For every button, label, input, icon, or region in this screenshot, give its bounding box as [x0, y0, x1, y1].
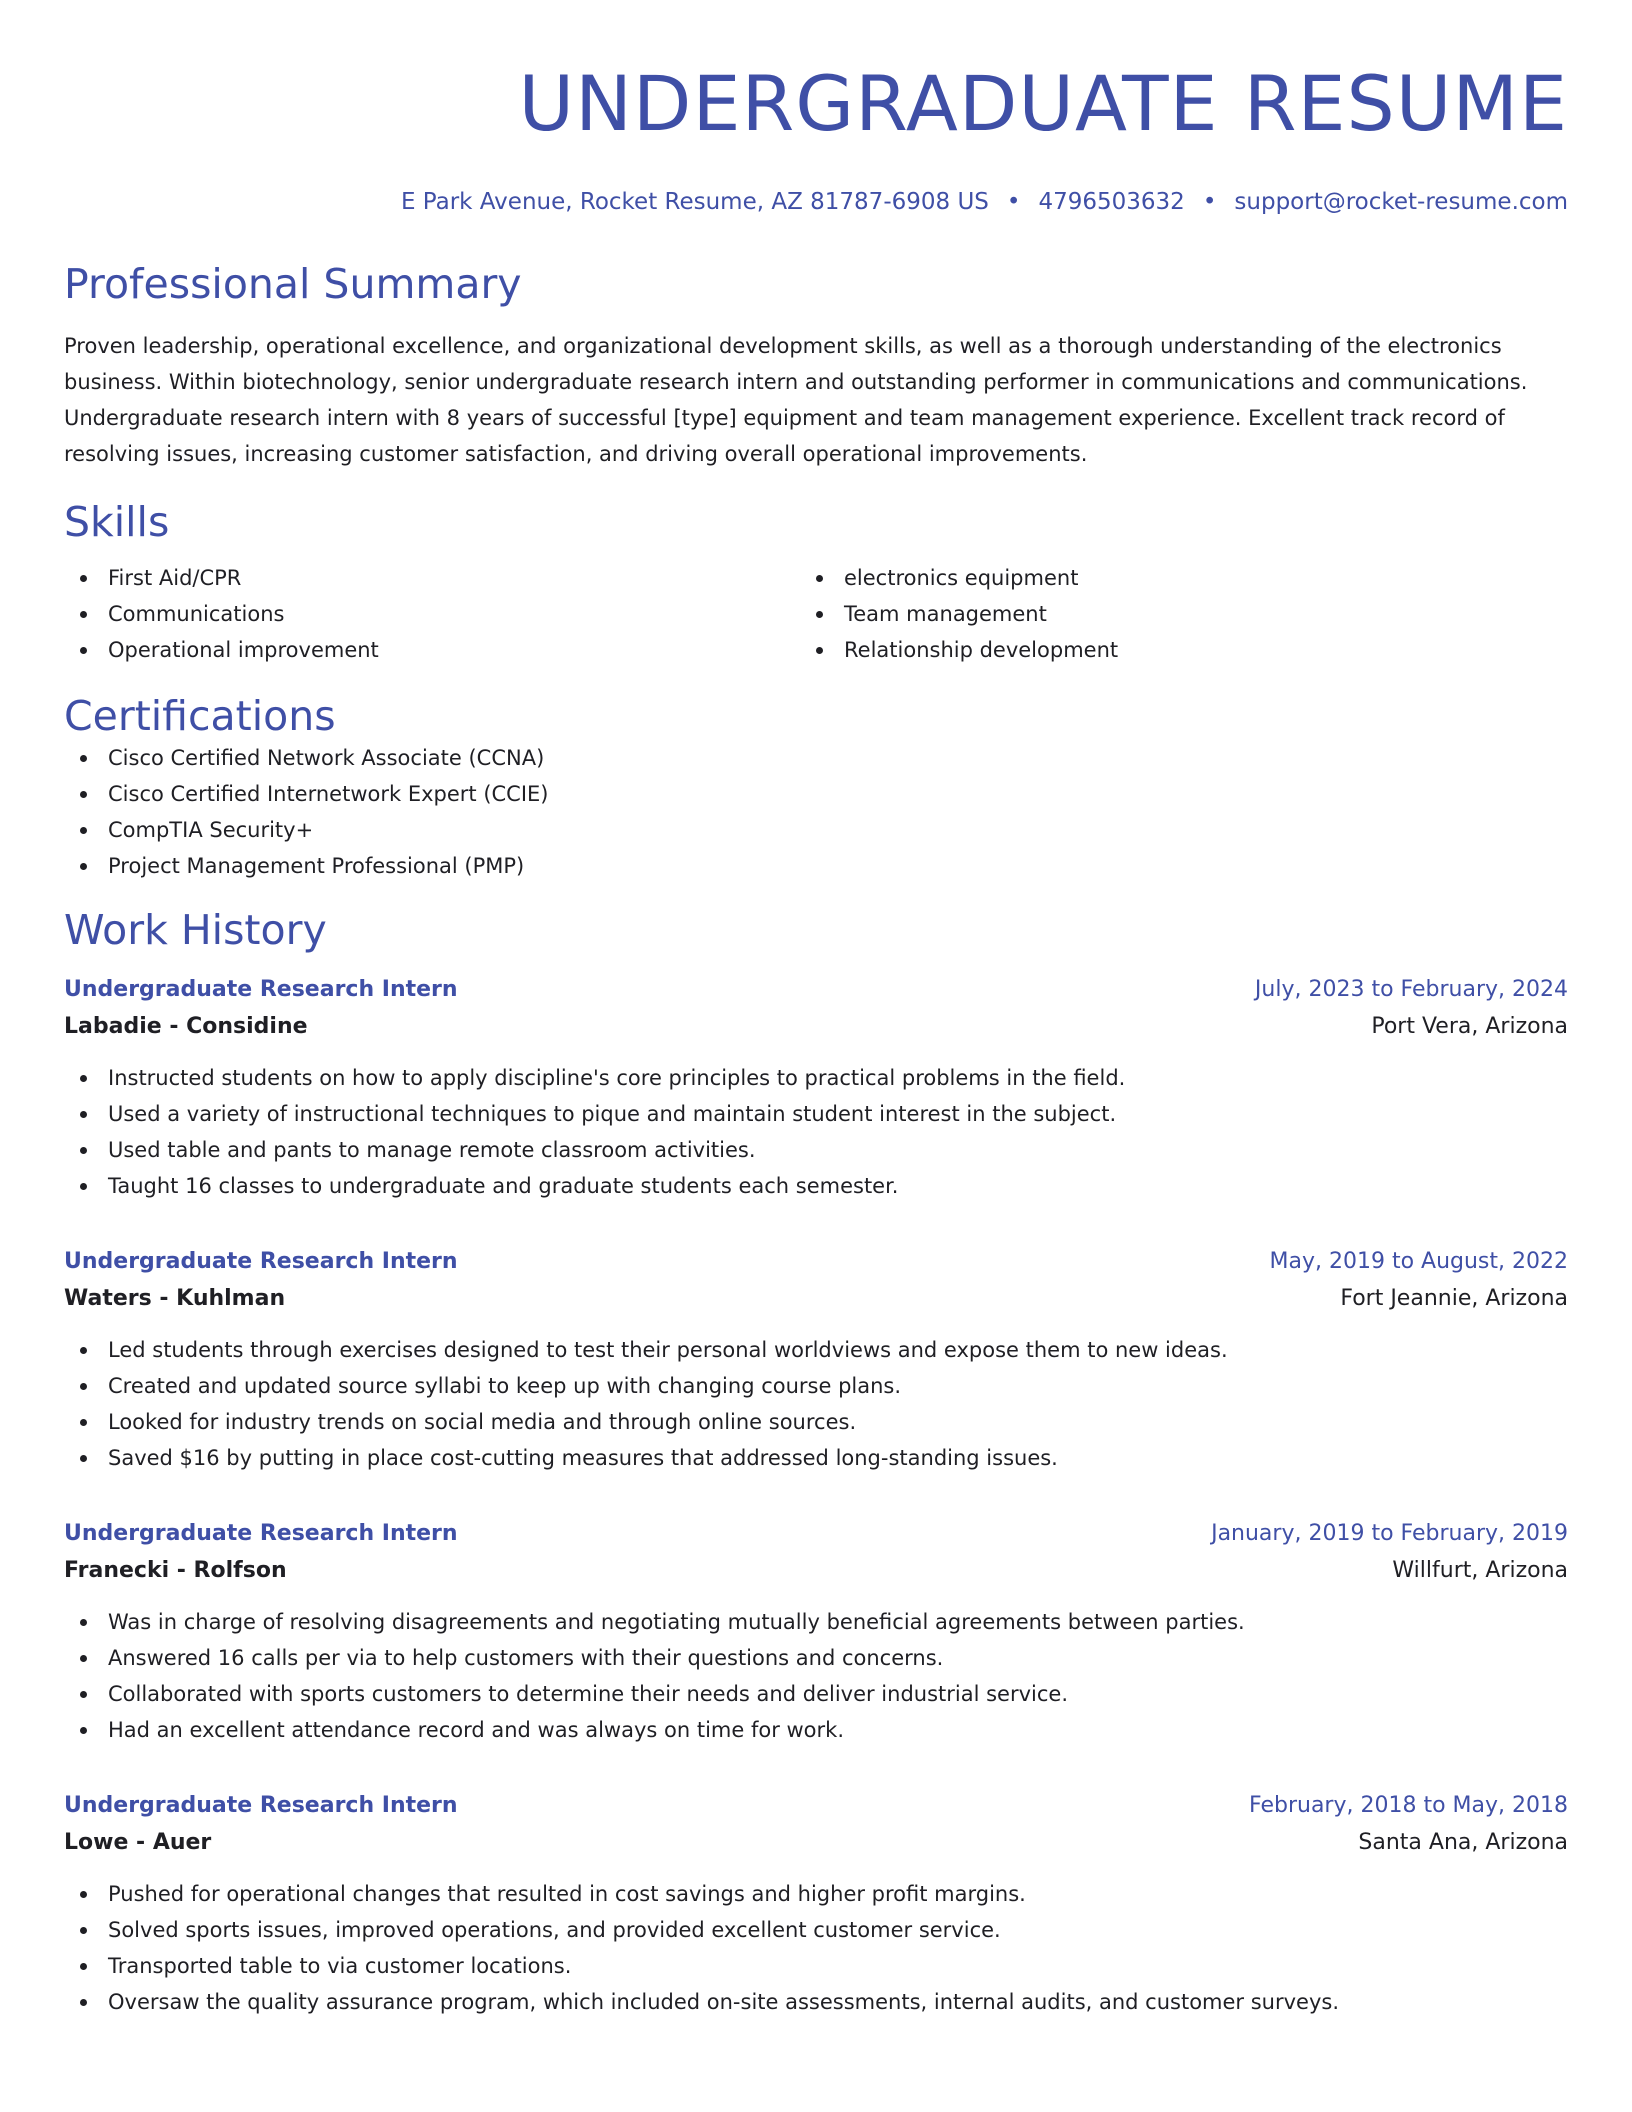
job-entry: [64, 1244, 1568, 1476]
job-duty: Pushed for operational changes that resulted in cost savings and higher profit margins.: [64, 1876, 1568, 1912]
job-dates: July, 2023 to February, 2024: [1254, 977, 1568, 1002]
job-duties-list: [64, 1876, 1568, 2020]
job-duty: Led students through exercises designed to test their personal worldviews and expose them to new ideas.: [64, 1332, 1568, 1368]
skill-item: First Aid/CPR: [64, 560, 800, 596]
job-header-row: [64, 1516, 1568, 1552]
job-duties-list: [64, 1060, 1568, 1204]
job-company: Lowe - Auer: [64, 1830, 212, 1855]
section-title-certifications: Certifications: [64, 692, 336, 740]
job-duty: Created and updated source syllabi to keep up with changing course plans.: [64, 1368, 1568, 1404]
skills-list-left: [64, 560, 800, 668]
skills-section: [64, 498, 1568, 668]
summary-text: Proven leadership, operational excellence, and organizational development skills, as well as a thorough understanding of the electronics business. Within biotechnology, senior undergraduate research intern and outstanding performer in communications and communications. Undergraduate research intern with 8 years of successful [type] equipment and team management experience. Excellent track record of resolving issues, increasing customer satisfaction, and driving overall operational improvements.: [64, 334, 1528, 466]
job-header-row: [64, 1244, 1568, 1280]
job-company-row: [64, 1824, 1568, 1862]
job-duty: Answered 16 calls per via to help customers with their questions and concerns.: [64, 1640, 1568, 1676]
skill-item: Operational improvement: [64, 632, 800, 668]
job-location: Santa Ana, Arizona: [1358, 1830, 1568, 1855]
work-history-section: [64, 906, 1568, 2020]
certifications-list: [64, 740, 1568, 884]
contact-email: support@rocket-resume.com: [1234, 189, 1568, 215]
contact-separator: •: [1006, 189, 1021, 215]
section-title-summary: Professional Summary: [64, 260, 522, 308]
skill-item: electronics equipment: [800, 560, 1536, 596]
job-duty: Collaborated with sports customers to determine their needs and deliver industrial service.: [64, 1676, 1568, 1712]
job-company: Waters - Kuhlman: [64, 1286, 286, 1311]
contact-line: [64, 188, 1568, 216]
job-duty: Solved sports issues, improved operations, and provided excellent customer service.: [64, 1912, 1568, 1948]
summary-section: [64, 260, 1568, 472]
job-entry: [64, 1788, 1568, 2020]
contact-address: E Park Avenue, Rocket Resume, AZ 81787-6908 US: [400, 189, 989, 215]
job-duty: Used a variety of instructional techniques to pique and maintain student interest in the subject.: [64, 1096, 1568, 1132]
job-duty: Oversaw the quality assurance program, which included on-site assessments, internal audits, and customer surveys.: [64, 1984, 1568, 2020]
job-duties-list: [64, 1332, 1568, 1476]
job-duty: Transported table to via customer locations.: [64, 1948, 1568, 1984]
job-duty: Instructed students on how to apply discipline's core principles to practical problems in the field.: [64, 1060, 1568, 1096]
job-title: Undergraduate Research Intern: [64, 977, 458, 1002]
job-company: Franecki - Rolfson: [64, 1558, 287, 1583]
job-duty: Taught 16 classes to undergraduate and graduate students each semester.: [64, 1168, 1568, 1204]
resume-header: [64, 56, 1568, 216]
job-title: Undergraduate Research Intern: [64, 1249, 458, 1274]
job-duty: Was in charge of resolving disagreements and negotiating mutually beneficial agreements between parties.: [64, 1604, 1568, 1640]
job-location: Fort Jeannie, Arizona: [1340, 1286, 1568, 1311]
job-company: Labadie - Considine: [64, 1014, 308, 1039]
job-entry: [64, 972, 1568, 1204]
certification-item: Project Management Professional (PMP): [64, 848, 1568, 884]
job-company-row: [64, 1008, 1568, 1046]
job-dates: February, 2018 to May, 2018: [1249, 1793, 1568, 1818]
job-duty: Looked for industry trends on social media and through online sources.: [64, 1404, 1568, 1440]
skill-item: Team management: [800, 596, 1536, 632]
job-duty: Saved $16 by putting in place cost-cutting measures that addressed long-standing issues.: [64, 1440, 1568, 1476]
job-title: Undergraduate Research Intern: [64, 1793, 458, 1818]
job-location: Willfurt, Arizona: [1392, 1558, 1568, 1583]
certification-item: CompTIA Security+: [64, 812, 1568, 848]
resume-name: UNDERGRADUATE RESUME: [518, 59, 1568, 148]
certifications-section: [64, 692, 1568, 884]
certification-item: Cisco Certified Internetwork Expert (CCIE): [64, 776, 1568, 812]
skill-item: Communications: [64, 596, 800, 632]
skill-item: Relationship development: [800, 632, 1536, 668]
skills-list-right: [800, 560, 1536, 668]
job-header-row: [64, 1788, 1568, 1824]
contact-phone: 4796503632: [1038, 189, 1185, 215]
section-title-skills: Skills: [64, 498, 170, 546]
job-dates: May, 2019 to August, 2022: [1269, 1249, 1568, 1274]
job-entry: [64, 1516, 1568, 1748]
job-duty: Used table and pants to manage remote classroom activities.: [64, 1132, 1568, 1168]
job-dates: January, 2019 to February, 2019: [1211, 1521, 1568, 1546]
job-duties-list: [64, 1604, 1568, 1748]
certification-item: Cisco Certified Network Associate (CCNA): [64, 740, 1568, 776]
section-title-work-history: Work History: [64, 906, 327, 954]
job-location: Port Vera, Arizona: [1371, 1014, 1568, 1039]
job-title: Undergraduate Research Intern: [64, 1521, 458, 1546]
job-company-row: [64, 1280, 1568, 1318]
skills-grid: [64, 560, 1568, 668]
job-header-row: [64, 972, 1568, 1008]
contact-separator: •: [1202, 189, 1217, 215]
job-company-row: [64, 1552, 1568, 1590]
job-duty: Had an excellent attendance record and was always on time for work.: [64, 1712, 1568, 1748]
